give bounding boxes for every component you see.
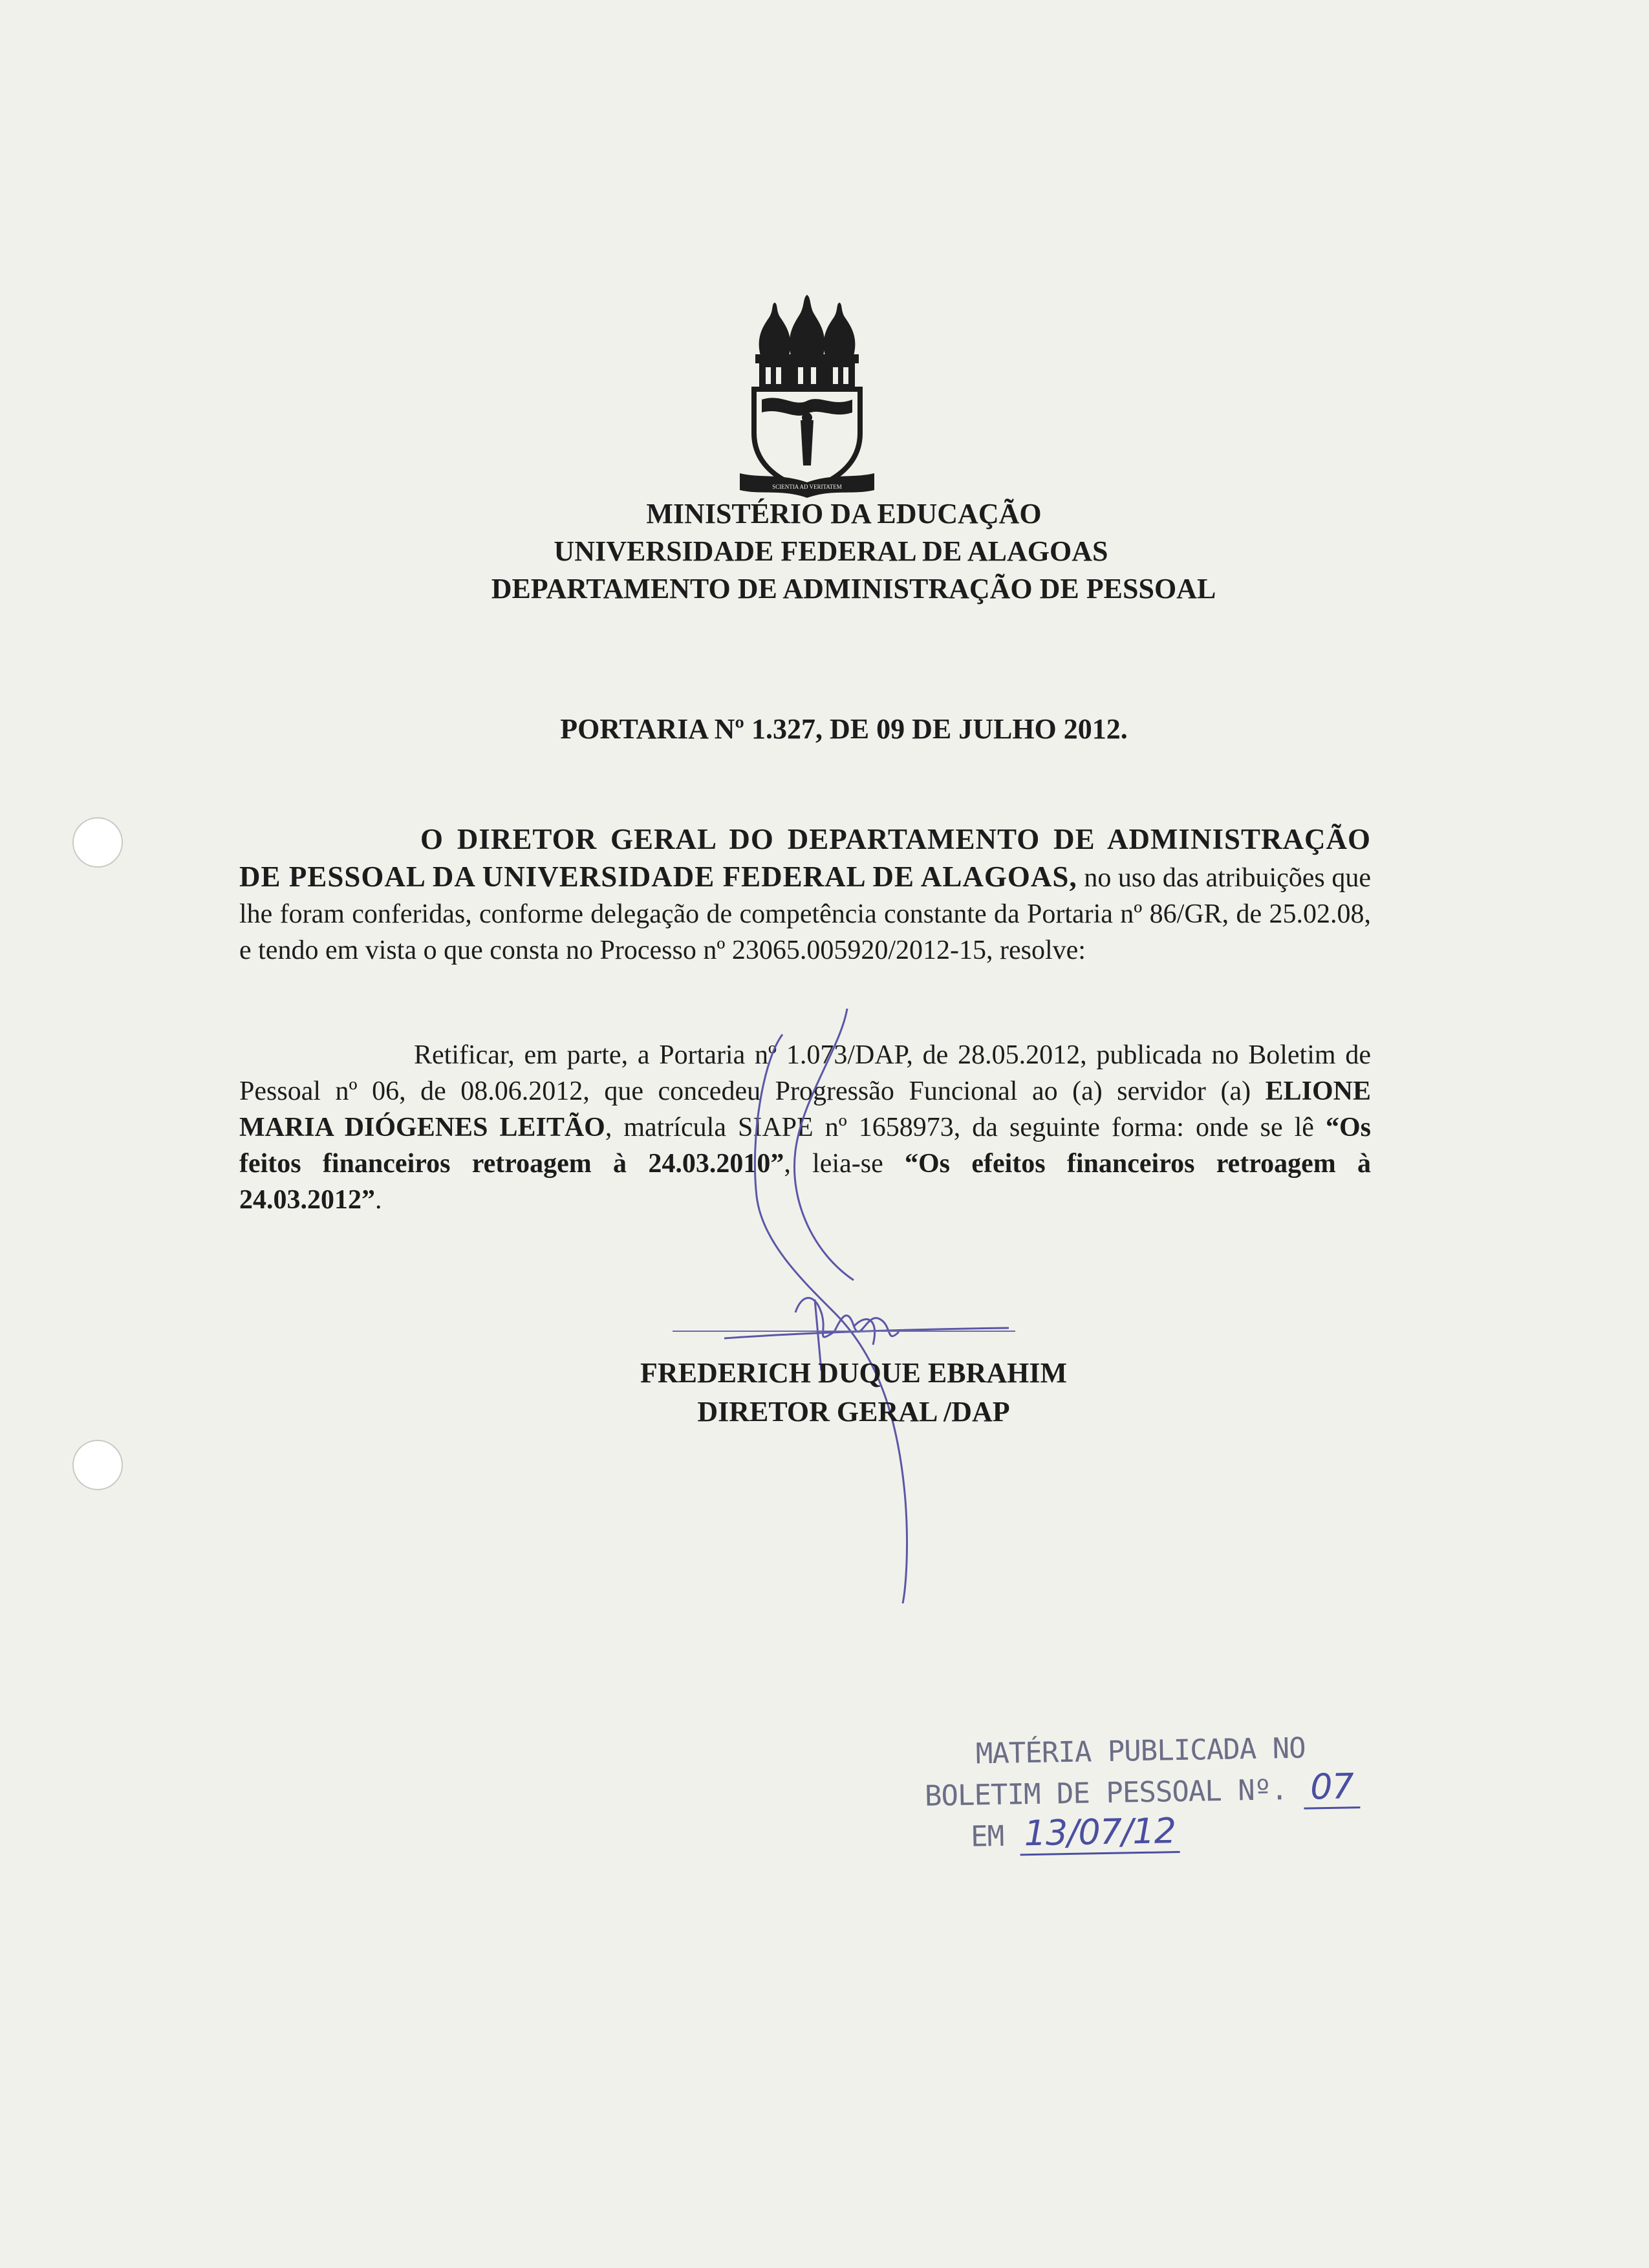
department-name: DEPARTAMENTO DE ADMINISTRAÇÃO DE PESSOAL [491,573,1216,604]
stamp-line-2-text: BOLETIM DE PESSOAL Nº. [924,1773,1288,1813]
handwritten-signature [685,1009,1048,1629]
signature-line [673,1331,1015,1332]
punch-hole-top [72,817,123,868]
body-text-1: Retificar, em parte, a Portaria nº 1.073/DAP, de 28.05.2012, publicada no Boletim de Pessoal nº 06, de 08.06.2012, que concedeu Progressão Funcional ao (a) servidor (a) [239,1040,1371,1106]
signatory-name: FREDERICH DUQUE EBRAHIM [640,1357,1068,1389]
document-title: PORTARIA Nº 1.327, DE 09 DE JULHO 2012. [560,713,1128,745]
publication-stamp [923,1729,1354,1857]
university-crest-logo [736,284,878,498]
quote-right: “Os efeitos financeiros retroagem à 24.03.2012” [239,1149,1372,1215]
crest-motto: SCIENTIA AD VERITATEM [772,484,842,490]
stamp-bulletin-number: 07 [1304,1766,1361,1810]
letterhead [0,495,1649,608]
preamble-text: no uso das atribuições que lhe foram conferidas, conforme delegação de competência constante da Portaria nº 86/GR, de 25.02.08, e tendo em vista o que consta no Processo nº 23065.005920/2012-15, resolve: [239,863,1371,965]
servant-name: ELIONE MARIA DIÓGENES LEITÃO [239,1076,1371,1142]
stamp-line-1: MATÉRIA PUBLICADA NO [975,1731,1306,1771]
stamp-line-3-text: EM [970,1819,1004,1854]
signatory-block [0,1354,1649,1431]
stamp-date: 13/07/12 [1020,1810,1180,1856]
preamble-bold-lead: O DIRETOR GERAL DO DEPARTAMENTO DE ADMINISTRAÇÃO DE PESSOAL DA UNIVERSIDADE FEDERAL DE ALAGOAS, [239,823,1371,893]
punch-hole-bottom [72,1440,123,1490]
stamp-line-3 [925,1810,1288,1857]
quote-wrong: “Os feitos financeiros retroagem à 24.03.2010” [239,1113,1371,1179]
body-text-2: , matrícula SIAPE nº 1658973, da seguinte forma: onde se lê [605,1113,1326,1142]
university-name: UNIVERSIDADE FEDERAL DE ALAGOAS [554,535,1108,567]
stamp-line-2 [924,1766,1354,1816]
preamble-paragraph [239,821,1371,968]
body-text-4: . [375,1185,382,1215]
body-text-3: , leia-se [784,1149,905,1179]
ministry-name: MINISTÉRIO DA EDUCAÇÃO [646,498,1042,530]
signatory-role: DIRETOR GERAL /DAP [697,1396,1010,1428]
